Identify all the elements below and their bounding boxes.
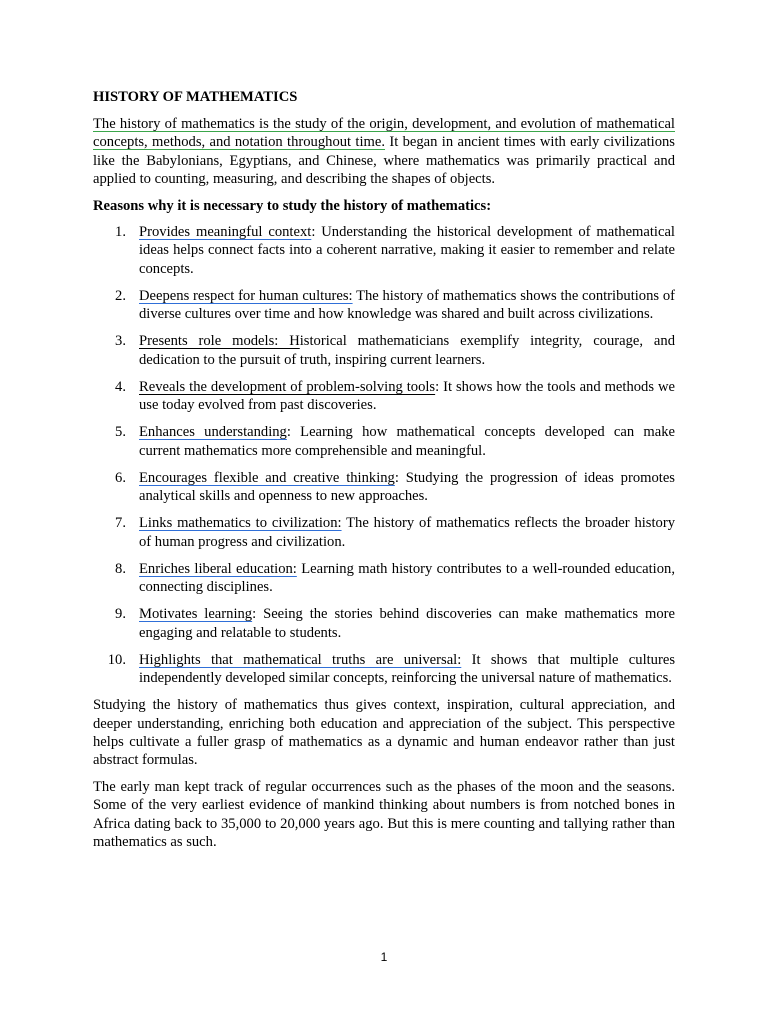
reason-number: 1. — [115, 224, 126, 241]
reason-number: 7. — [115, 515, 126, 532]
reason-label: Encourages flexible and creative thinking — [139, 469, 395, 486]
reason-text: istorical mathematicians exemplify integrity, courage, and dedication to the pursuit of truth, inspiring current learners. — [139, 333, 675, 368]
reason-text: It shows that multiple cultures independently developed similar concepts, reinforcing the universal nature of mathematics. — [139, 651, 675, 687]
reason-item-10 — [93, 651, 675, 687]
page-number: 1 — [380, 950, 388, 964]
reason-text: Learning math history contributes to a well-rounded education, connecting disciplines. — [139, 560, 675, 596]
reason-text: : Studying the progression of ideas promotes analytical skills and openness to new approaches. — [139, 469, 675, 505]
reason-label: Highlights that mathematical truths are universal: — [139, 651, 462, 668]
reason-text: The history of mathematics shows the contributions of diverse cultures over time and how knowledge was shared and built across civilizations. — [139, 287, 675, 323]
reason-label: Deepens respect for human cultures: — [139, 287, 353, 304]
reason-number: 8. — [115, 560, 126, 577]
reason-item-1 — [93, 223, 675, 278]
reason-label: Presents role models: H — [139, 333, 300, 350]
reason-label: Enriches liberal education: — [139, 560, 297, 577]
reason-label: Provides meaningful context — [139, 224, 312, 241]
reason-number: 9. — [115, 606, 126, 623]
reason-text: The history of mathematics reflects the broader history of human progress and civilization. — [139, 515, 675, 550]
reason-number: 10. — [107, 651, 126, 668]
reason-item-2 — [93, 287, 675, 323]
reason-text: : Learning how mathematical concepts developed can make current mathematics more comprehensible and meaningful. — [139, 424, 676, 459]
reason-item-6 — [93, 469, 675, 505]
intro-underlined-sentence: The history of mathematics is the study of the origin, development, and evolution of mathematical concepts, methods, and notation throughout time. — [93, 116, 675, 151]
summary-paragraph: Studying the history of mathematics thus gives context, inspiration, cultural appreciation, and deeper understanding, enriching both education and appreciation of the subject. This perspective helps cultivate a fuller grasp of mathematics as a dynamic and human endeavor rather than just abstract formulas. — [93, 697, 675, 769]
intro-paragraph — [93, 115, 675, 188]
reason-item-4 — [93, 378, 675, 414]
early-man-paragraph: The early man kept track of regular occurrences such as the phases of the moon and the seasons. Some of the very earliest evidence of mankind thinking about numbers is from notched bones in Africa dating back to 35,000 to 20,000 years ago. But this is mere counting and tallying rather than mathematics as such. — [93, 779, 675, 850]
reason-number: 5. — [115, 424, 126, 441]
reason-label: Reveals the development of problem-solving tools — [139, 378, 436, 395]
reason-text: : It shows how the tools and methods we use today evolved from past discoveries. — [139, 378, 675, 414]
reason-label: Enhances understanding — [139, 424, 287, 441]
document-title: HISTORY OF MATHEMATICS — [93, 89, 298, 105]
reason-label: Links mathematics to civilization: — [139, 515, 342, 532]
reason-number: 4. — [115, 378, 126, 395]
reason-text: : Understanding the historical development of mathematical ideas helps connect facts into a coherent narrative, making it easier to remember and relate concepts. — [139, 224, 675, 277]
reason-label: Motivates learning — [139, 606, 253, 623]
reason-number: 6. — [115, 469, 126, 486]
reason-item-9 — [93, 605, 675, 641]
reasons-list — [93, 223, 675, 687]
reason-item-8 — [93, 560, 675, 596]
reason-number: 2. — [115, 287, 126, 304]
reasons-heading: Reasons why it is necessary to study the history of mathematics: — [93, 198, 492, 215]
reason-item-7 — [93, 514, 675, 550]
intro-rest: It began in ancient times with early civilizations like the Babylonians, Egyptians, and Chinese, where mathematics was primarily practical and applied to counting, measuring, and describing the shapes of objects. — [93, 134, 675, 187]
reason-item-3 — [93, 332, 675, 368]
document-body — [93, 88, 675, 860]
reason-item-5 — [93, 423, 675, 459]
reason-number: 3. — [115, 333, 126, 350]
reason-text: : Seeing the stories behind discoveries can make mathematics more engaging and relatable to students. — [139, 606, 675, 641]
